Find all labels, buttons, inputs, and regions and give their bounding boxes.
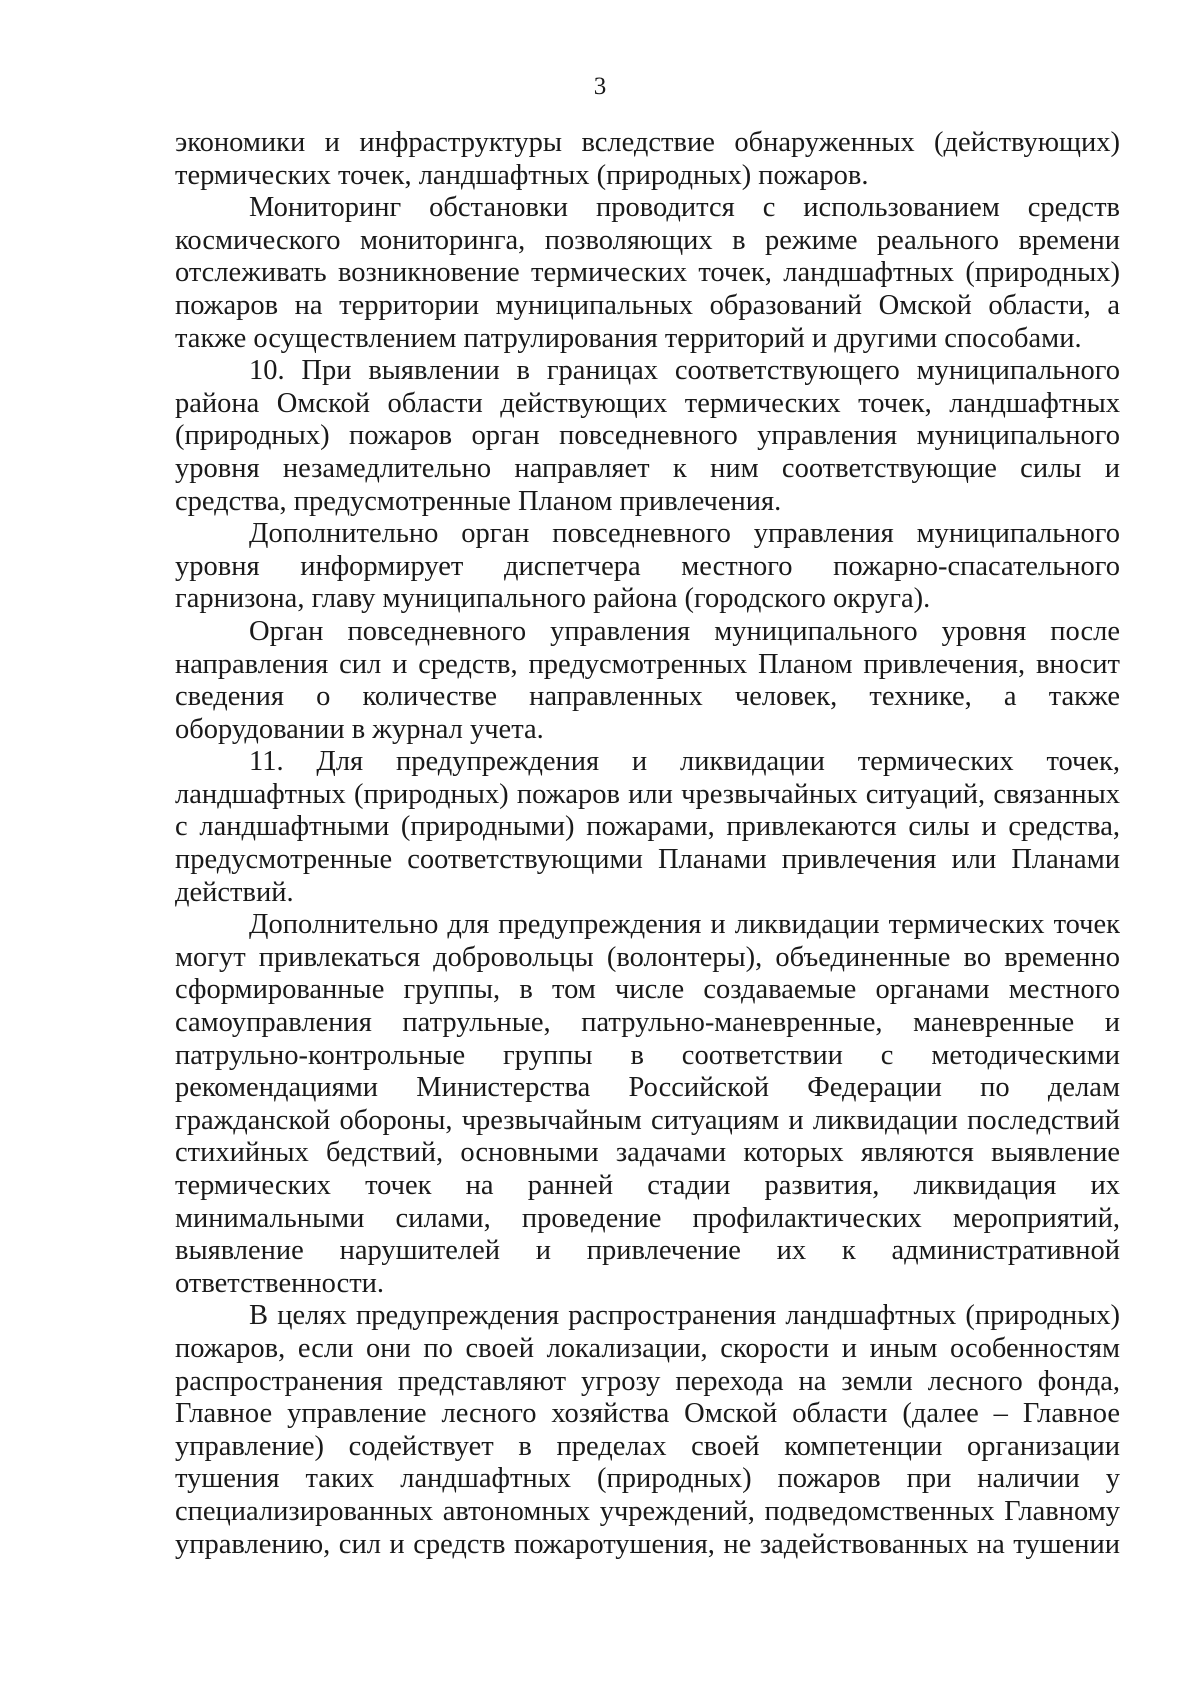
document-body xyxy=(175,127,1120,1561)
paragraph-forest-management: В целях предупреждения распространения ландшафтных (природных) пожаров, если они по своей локализации, скорости и иным особенностям распространения представляют угрозу перехода на земли лесного фонда, Главное управление лесного хозяйства Омской области (далее – Главное управление) содействует в пределах своей компетенции организации тушения таких ландшафтных (природных) пожаров при наличии у специализированных автономных учреждений, подведомственных Главному управлению, сил и средств пожаротушения, не задействованных на тушении xyxy=(175,1300,1120,1560)
paragraph-journal: Орган повседневного управления муниципального уровня после направления сил и средств, предусмотренных Планом привлечения, вносит сведения о количестве направленных человек, технике, а также оборудовании в журнал учета. xyxy=(175,615,1120,745)
paragraph-monitoring: Мониторинг обстановки проводится с использованием средств космического мониторинга, позволяющих в режиме реального времени отслеживать возникновение термических точек, ландшафтных (природных) пожаров на территории муниципальных образований Омской области, а также осуществлением патрулирования территорий и другими способами. xyxy=(175,192,1120,354)
paragraph-volunteers: Дополнительно для предупреждения и ликвидации термических точек могут привлекаться добровольцы (волонтеры), объединенные во временно сформированные группы, в том числе создаваемые органами местного самоуправления патрульные, патрульно-маневренные, маневренные и патрульно-контрольные группы в соответствии с методическими рекомендациями Министерства Российской Федерации по делам гражданской обороны, чрезвычайным ситуациям и ликвидации последствий стихийных бедствий, основными задачами которых являются выявление термических точек на ранней стадии развития, ликвидация их минимальными силами, проведение профилактических мероприятий, выявление нарушителей и привлечение их к административной ответственности. xyxy=(175,909,1120,1299)
paragraph-item-11: 11. Для предупреждения и ликвидации термических точек, ландшафтных (природных) пожаров или чрезвычайных ситуаций, связанных с ландшафтными (природными) пожарами, привлекаются силы и средства, предусмотренные соответствующими Планами привлечения или Планами действий. xyxy=(175,746,1120,908)
page-number: 3 xyxy=(593,73,607,100)
paragraph-continuation: экономики и инфраструктуры вследствие обнаруженных (действующих) термических точек, ландшафтных (природных) пожаров. xyxy=(175,127,1120,191)
paragraph-item-10: 10. При выявлении в границах соответствующего муниципального района Омской области действующих термических точек, ландшафтных (природных) пожаров орган повседневного управления муниципального уровня незамедлительно направляет к ним соответствующие силы и средства, предусмотренные Планом привлечения. xyxy=(175,355,1120,517)
paragraph-informing: Дополнительно орган повседневного управления муниципального уровня информирует диспетчера местного пожарно-спасательного гарнизона, главу муниципального района (городского округа). xyxy=(175,518,1120,615)
